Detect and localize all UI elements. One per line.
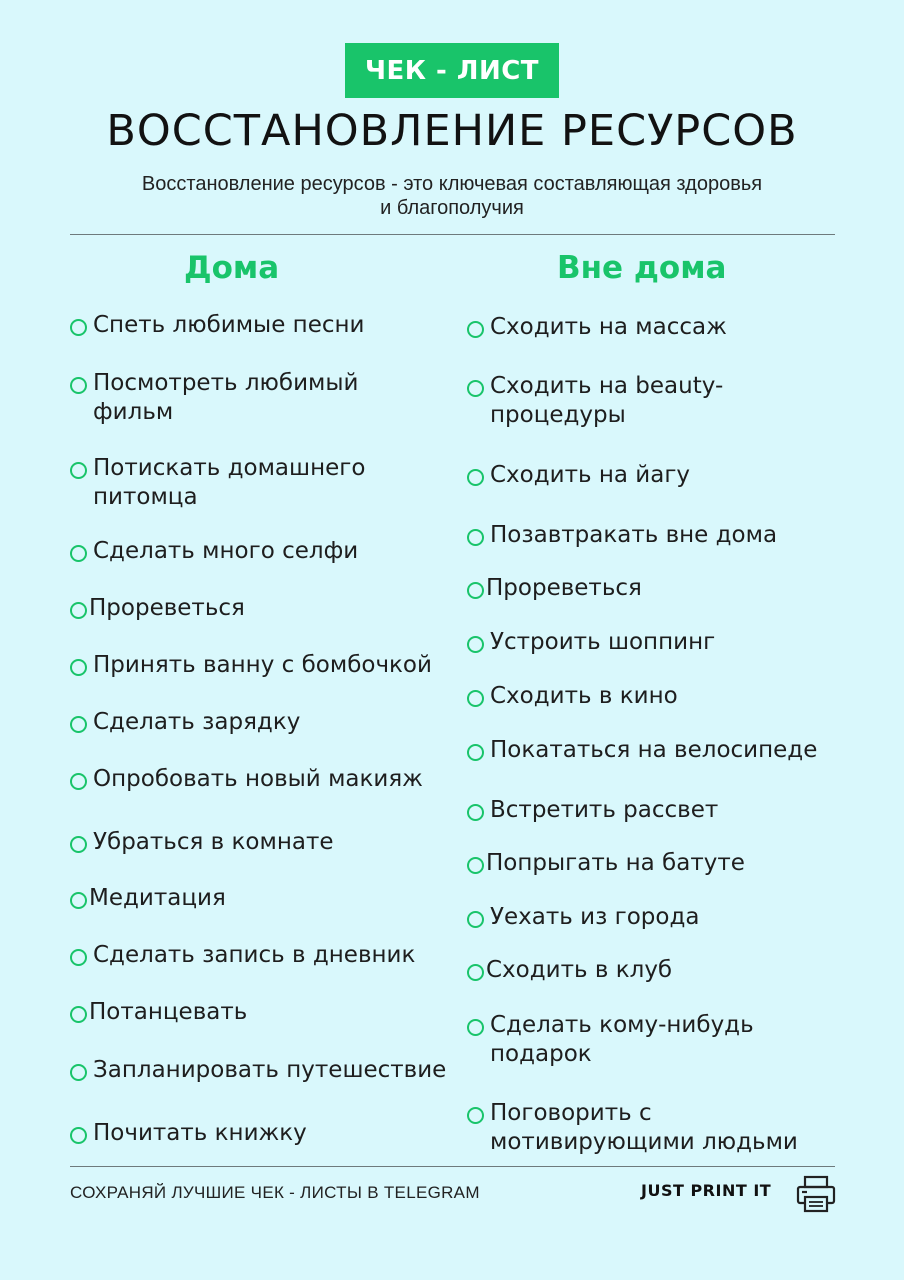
checklist-item-line: подарок xyxy=(490,1041,592,1067)
checklist-item-text xyxy=(93,311,365,340)
checklist-item-text xyxy=(93,828,334,857)
checklist-item-line: Медитация xyxy=(89,885,226,911)
checkbox-circle-icon[interactable] xyxy=(70,949,87,966)
checklist-item-text xyxy=(490,313,727,342)
checklist-item-text xyxy=(490,903,699,932)
checklist-item-text xyxy=(486,956,672,985)
checklist-item[interactable] xyxy=(70,708,300,737)
checkbox-circle-icon[interactable] xyxy=(70,462,87,479)
subtitle-line-1: Восстановление ресурсов - это ключевая составляющая здоровья xyxy=(141,173,763,195)
checkbox-circle-icon[interactable] xyxy=(467,582,484,599)
checkbox-circle-icon[interactable] xyxy=(70,773,87,790)
checkbox-circle-icon[interactable] xyxy=(467,321,484,338)
checklist-item-text xyxy=(93,708,300,737)
checklist-item-text xyxy=(93,369,359,427)
checklist-item[interactable] xyxy=(467,372,723,430)
checklist-item-text xyxy=(490,1011,754,1069)
checklist-item-line: Сделать кому-нибудь xyxy=(490,1012,754,1038)
checkbox-circle-icon[interactable] xyxy=(467,636,484,653)
checklist-item-line: Прореветься xyxy=(89,595,245,621)
checklist-item-line: Опробовать новый макияж xyxy=(93,766,423,792)
checklist-item-text xyxy=(93,651,432,680)
checklist-item[interactable] xyxy=(467,574,642,603)
top-divider xyxy=(70,234,835,235)
checkbox-circle-icon[interactable] xyxy=(70,716,87,733)
checklist-item-line: мотивирующими людьми xyxy=(490,1129,798,1155)
checklist-item-line: Прореветься xyxy=(486,575,642,601)
checkbox-circle-icon[interactable] xyxy=(70,319,87,336)
checklist-item-line: Сделать много селфи xyxy=(93,538,359,564)
footer-telegram-text: СОХРАНЯЙ ЛУЧШИЕ ЧЕК - ЛИСТЫ В TELEGRAM xyxy=(70,1183,480,1202)
checklist-item-text xyxy=(93,1119,307,1148)
checkbox-circle-icon[interactable] xyxy=(467,804,484,821)
checklist-item-line: Покататься на велосипеде xyxy=(490,737,818,763)
checklist-item-line: Сделать зарядку xyxy=(93,709,301,735)
checklist-item-text xyxy=(490,521,777,550)
checklist-item-text xyxy=(490,372,723,430)
checklist-item-line: Сходить на beauty- xyxy=(490,373,724,399)
checklist-item-text xyxy=(490,682,678,711)
checklist-item-line: Убраться в комнате xyxy=(93,829,334,855)
checklist-item-line: Запланировать путешествие xyxy=(93,1057,447,1083)
page-subtitle xyxy=(100,172,804,220)
checklist-item[interactable] xyxy=(467,849,745,878)
checkbox-circle-icon[interactable] xyxy=(70,545,87,562)
checklist-item-text xyxy=(93,537,358,566)
checklist-item[interactable] xyxy=(467,1099,798,1157)
checklist-item-line: Сходить на массаж xyxy=(490,314,727,340)
printer-icon xyxy=(796,1175,836,1213)
footer-brand: JUST PRINT IT xyxy=(641,1181,772,1200)
checklist-item-line: Позавтракать вне дома xyxy=(490,522,778,548)
checklist-item[interactable] xyxy=(467,956,672,985)
checklist-item-text xyxy=(486,849,745,878)
checklist-item[interactable] xyxy=(70,651,432,680)
checklist-item-line: Встретить рассвет xyxy=(490,797,719,823)
checklist-item-line: процедуры xyxy=(490,402,626,428)
checklist-item-text xyxy=(93,765,423,794)
checklist-item-text xyxy=(93,1056,446,1085)
checklist-item-line: Спеть любимые песни xyxy=(93,312,365,338)
checklist-item[interactable] xyxy=(70,1056,446,1085)
bottom-divider xyxy=(70,1166,835,1167)
checklist-item[interactable] xyxy=(467,1011,754,1069)
checkbox-circle-icon[interactable] xyxy=(70,1006,87,1023)
checklist-item[interactable] xyxy=(70,369,359,427)
home-column-heading: Дома xyxy=(184,250,280,286)
checklist-item-line: Сходить на йагу xyxy=(490,462,691,488)
checklist-item-line: питомца xyxy=(93,484,198,510)
outside-column-heading: Вне дома xyxy=(557,250,727,286)
checklist-item-line: Потискать домашнего xyxy=(93,455,366,481)
checklist-item[interactable] xyxy=(70,941,415,970)
checklist-item-text xyxy=(89,998,247,1027)
checklist-item[interactable] xyxy=(70,765,423,794)
checklist-item-line: фильм xyxy=(93,399,174,425)
checkbox-circle-icon[interactable] xyxy=(467,911,484,928)
checklist-item-text xyxy=(89,884,226,913)
checklist-item-line: Уехать из города xyxy=(490,904,700,930)
checklist-item-line: Сделать запись в дневник xyxy=(93,942,416,968)
checkbox-circle-icon[interactable] xyxy=(467,690,484,707)
checkbox-circle-icon[interactable] xyxy=(70,892,87,909)
checklist-item[interactable] xyxy=(467,736,817,765)
checklist-item-text xyxy=(490,736,817,765)
checklist-item[interactable] xyxy=(467,628,715,657)
checklist-item[interactable] xyxy=(467,521,777,550)
checkbox-circle-icon[interactable] xyxy=(467,744,484,761)
checklist-item-line: Принять ванну с бомбочкой xyxy=(93,652,432,678)
checklist-item[interactable] xyxy=(70,884,226,913)
checklist-item-line: Устроить шоппинг xyxy=(490,629,716,655)
checklist-item-text xyxy=(490,1099,798,1157)
page-title: ВОССТАНОВЛЕНИЕ РЕСУРСОВ xyxy=(106,106,798,156)
checklist-item-text xyxy=(93,454,365,512)
checklist-item[interactable] xyxy=(70,594,245,623)
checklist-item-text xyxy=(490,796,718,825)
checklist-item[interactable] xyxy=(70,311,365,340)
checklist-item-line: Потанцевать xyxy=(89,999,248,1025)
checklist-item[interactable] xyxy=(70,998,247,1027)
subtitle-line-2: и благополучия xyxy=(380,197,524,219)
checkbox-circle-icon[interactable] xyxy=(467,1019,484,1036)
checklist-item-text xyxy=(490,461,690,490)
checkbox-circle-icon[interactable] xyxy=(70,602,87,619)
checkbox-circle-icon[interactable] xyxy=(70,836,87,853)
checklist-item-text xyxy=(93,941,415,970)
checklist-item[interactable] xyxy=(467,461,690,490)
checkbox-circle-icon[interactable] xyxy=(70,659,87,676)
checkbox-circle-icon[interactable] xyxy=(467,469,484,486)
checkbox-circle-icon[interactable] xyxy=(467,1107,484,1124)
checklist-item-line: Попрыгать на батуте xyxy=(486,850,745,876)
checklist-item-line: Сходить в клуб xyxy=(486,957,673,983)
checkbox-circle-icon[interactable] xyxy=(70,1064,87,1081)
checklist-item[interactable] xyxy=(70,1119,307,1148)
checklist-item[interactable] xyxy=(70,828,334,857)
checklist-item-line: Почитать книжку xyxy=(93,1120,307,1146)
checklist-item-text xyxy=(490,628,715,657)
checklist-item[interactable] xyxy=(467,313,727,342)
checklist-item-line: Посмотреть любимый xyxy=(93,370,359,396)
checklist-item-text xyxy=(486,574,642,603)
checklist-item[interactable] xyxy=(70,454,365,512)
checklist-item-line: Поговорить с xyxy=(490,1100,652,1126)
checkbox-circle-icon[interactable] xyxy=(70,377,87,394)
checklist-item[interactable] xyxy=(467,796,718,825)
checklist-item-line: Сходить в кино xyxy=(490,683,678,709)
checklist-item[interactable] xyxy=(467,682,678,711)
checkbox-circle-icon[interactable] xyxy=(467,857,484,874)
checklist-item-text xyxy=(89,594,245,623)
checkbox-circle-icon[interactable] xyxy=(467,529,484,546)
checklist-item[interactable] xyxy=(467,903,699,932)
checklist-badge: ЧЕК - ЛИСТ xyxy=(345,43,559,98)
checkbox-circle-icon[interactable] xyxy=(467,380,484,397)
checklist-item[interactable] xyxy=(70,537,358,566)
checkbox-circle-icon[interactable] xyxy=(467,964,484,981)
checkbox-circle-icon[interactable] xyxy=(70,1127,87,1144)
